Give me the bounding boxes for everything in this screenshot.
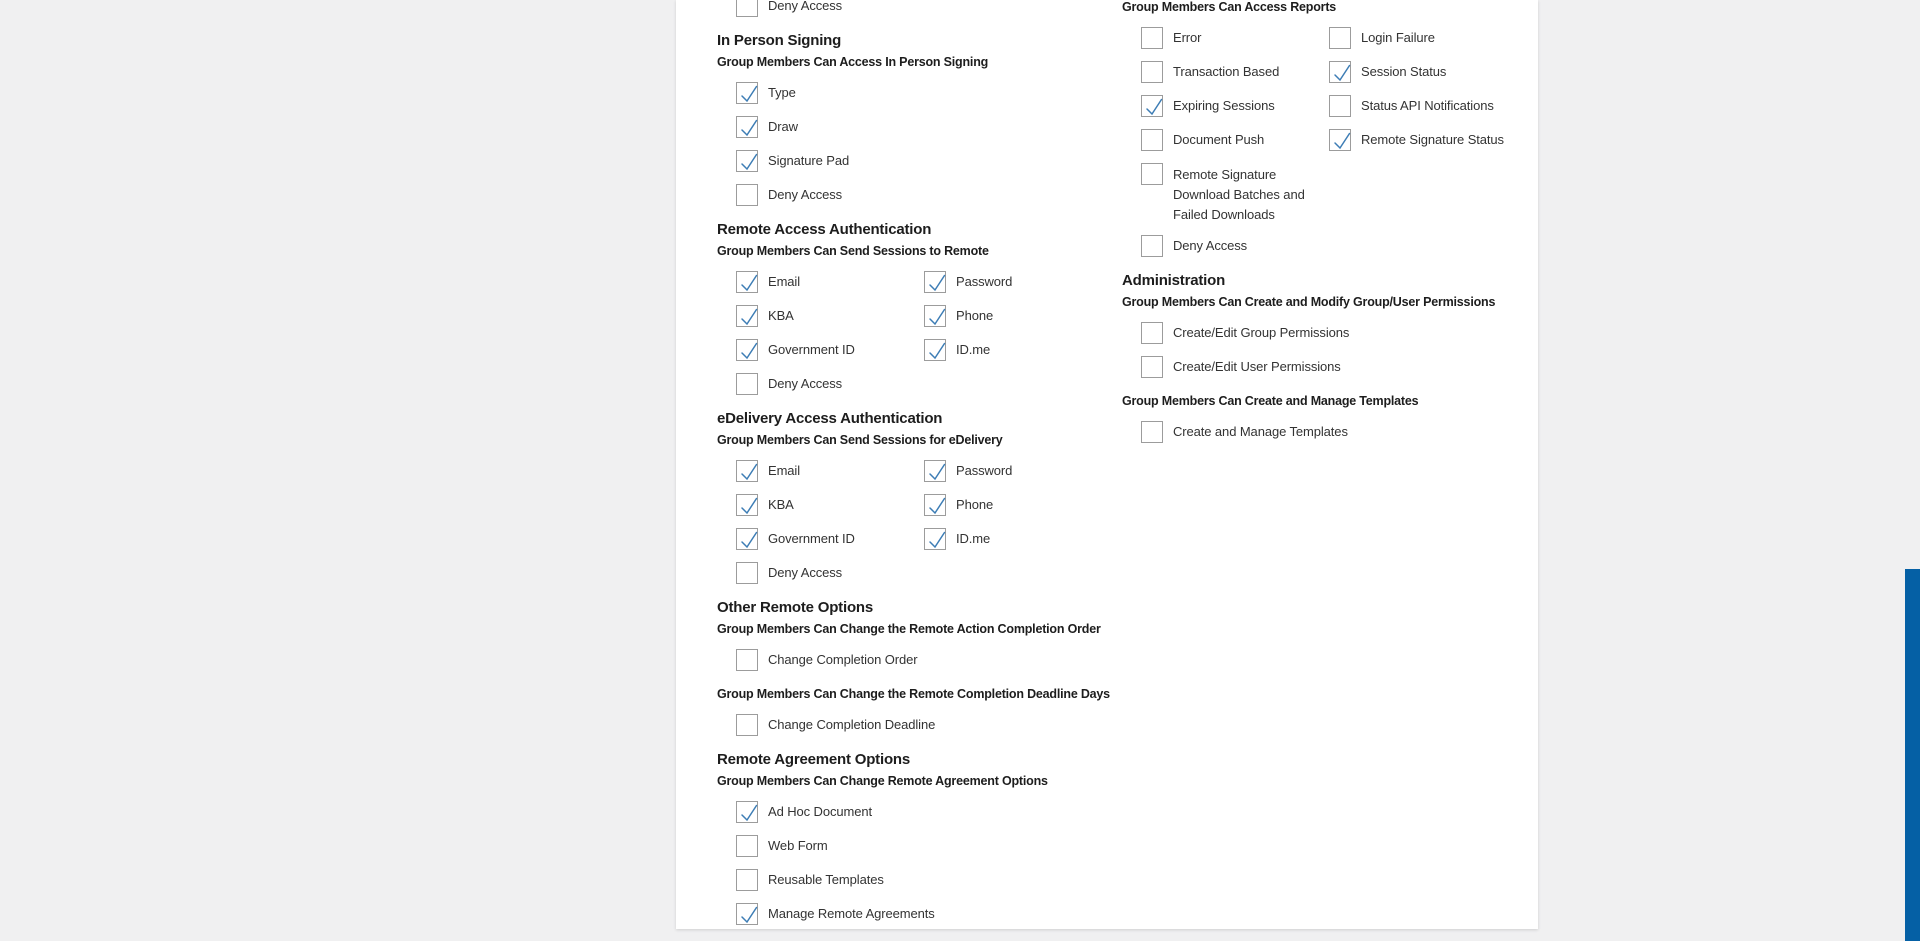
checkbox-label[interactable]: Ad Hoc Document	[768, 804, 872, 819]
subheading: Group Members Can Access Reports	[1122, 0, 1337, 14]
checkbox[interactable]	[1329, 27, 1351, 49]
left-column	[717, 0, 1112, 937]
checkbox-label[interactable]: Create and Manage Templates	[1173, 424, 1348, 439]
checkbox[interactable]	[736, 649, 758, 671]
checkbox[interactable]	[924, 339, 946, 361]
checkbox-row	[736, 649, 1112, 671]
section-heading-remote-access-authentication: Remote Access Authentication	[717, 221, 932, 238]
checkbox[interactable]	[736, 528, 758, 550]
checkbox-row	[736, 903, 1112, 925]
checkbox[interactable]	[1141, 356, 1163, 378]
checkbox-label[interactable]: Reusable Templates	[768, 872, 884, 887]
checkbox-row	[924, 339, 1112, 361]
checkbox-row	[1141, 61, 1329, 83]
checkmark-icon	[926, 340, 948, 364]
checkbox[interactable]	[736, 869, 758, 891]
checkbox[interactable]	[736, 82, 758, 104]
checkmark-icon	[926, 306, 948, 330]
checkbox-row	[736, 305, 924, 327]
checkbox-label[interactable]: Deny Access	[768, 565, 843, 580]
checkbox[interactable]	[1141, 421, 1163, 443]
checkbox[interactable]	[736, 271, 758, 293]
checkmark-icon	[738, 306, 760, 330]
checkbox[interactable]	[736, 305, 758, 327]
checkmark-icon	[738, 495, 760, 519]
checkmark-icon	[738, 529, 760, 553]
subheading: Group Members Can Create and Manage Templates	[1122, 394, 1419, 408]
checkbox-label[interactable]: Document Push	[1173, 132, 1265, 147]
checkbox[interactable]	[736, 116, 758, 138]
checkbox-label[interactable]: Deny Access	[768, 376, 843, 391]
checkbox-label[interactable]: Deny Access	[768, 187, 843, 202]
checkbox-row	[736, 835, 1112, 857]
checkbox[interactable]	[736, 903, 758, 925]
section-heading-edelivery-access-authentication: eDelivery Access Authentication	[717, 410, 943, 427]
checkbox-row	[924, 460, 1112, 482]
checkbox-label[interactable]: Create/Edit Group Permissions	[1173, 325, 1350, 340]
subheading: Group Members Can Send Sessions to Remote	[717, 244, 989, 258]
checkbox[interactable]	[1329, 95, 1351, 117]
checkbox-label[interactable]: Email	[768, 463, 801, 478]
checkbox-label[interactable]: Create/Edit User Permissions	[1173, 359, 1341, 374]
checkbox[interactable]	[1141, 129, 1163, 151]
checkbox-row	[736, 869, 1112, 891]
checkbox-row	[1141, 95, 1329, 117]
checkbox[interactable]	[1329, 61, 1351, 83]
checkbox-label[interactable]: Change Completion Deadline	[768, 717, 936, 732]
checkbox-label[interactable]: Manage Remote Agreements	[768, 906, 935, 921]
checkbox-label[interactable]: Remote Signature Status	[1361, 132, 1504, 147]
checkbox-row	[1141, 27, 1329, 49]
subheading: Group Members Can Change the Remote Completion Deadline Days	[717, 687, 1110, 701]
checkbox-row	[924, 305, 1112, 327]
checkbox-row	[924, 271, 1112, 293]
checkbox[interactable]	[736, 0, 758, 17]
checkbox-row	[736, 271, 924, 293]
checkmark-icon	[738, 461, 760, 485]
checkbox-label[interactable]: Draw	[768, 119, 798, 134]
checkbox-row	[1329, 129, 1538, 151]
checkbox-label[interactable]: Expiring Sessions	[1173, 98, 1275, 113]
checkmark-icon	[1331, 62, 1353, 86]
checkbox[interactable]	[736, 835, 758, 857]
checkbox-row	[1329, 27, 1538, 49]
checkmark-icon	[926, 529, 948, 553]
checkbox-label[interactable]: KBA	[768, 497, 794, 512]
checkbox[interactable]	[736, 714, 758, 736]
checkbox-label[interactable]: Session Status	[1361, 64, 1447, 79]
checkmark-icon	[926, 461, 948, 485]
checkbox-label[interactable]: Web Form	[768, 838, 828, 853]
checkmark-icon	[738, 802, 760, 826]
checkmark-icon	[738, 117, 760, 141]
checkbox-label[interactable]: Status API Notifications	[1361, 98, 1494, 113]
checkbox-row	[1141, 129, 1329, 151]
section-heading-in-person-signing: In Person Signing	[717, 32, 842, 49]
checkbox-label[interactable]: Change Completion Order	[768, 652, 918, 667]
checkbox-label[interactable]: Error	[1173, 30, 1202, 45]
checkbox[interactable]	[1141, 235, 1163, 257]
checkbox-label[interactable]: Phone	[956, 497, 994, 512]
checkbox-row	[736, 373, 1112, 395]
checkbox-label[interactable]: Transaction Based	[1173, 64, 1280, 79]
checkbox-row	[736, 116, 1112, 138]
checkbox-row	[1141, 421, 1538, 443]
checkbox-label[interactable]: Government ID	[768, 342, 855, 357]
subheading: Group Members Can Send Sessions for eDelivery	[717, 433, 1003, 447]
checkbox-label[interactable]: Password	[956, 463, 1013, 478]
checkbox-row	[736, 339, 924, 361]
checkbox-row	[736, 82, 1112, 104]
scrollbar-thumb[interactable]	[1905, 569, 1920, 941]
checkbox[interactable]	[1141, 27, 1163, 49]
subheading: Group Members Can Create and Modify Group/User Permissions	[1122, 295, 1496, 309]
checkmark-icon	[738, 151, 760, 175]
checkbox-label[interactable]: Login Failure	[1361, 30, 1435, 45]
checkbox[interactable]	[1141, 95, 1163, 117]
checkbox-label[interactable]: Signature Pad	[768, 153, 850, 168]
checkbox-label[interactable]: Deny Access	[768, 0, 843, 13]
right-column	[1122, 0, 1538, 455]
checkbox-row	[736, 528, 924, 550]
checkbox-label[interactable]: Remote Signature Download Batches and Failed Downloads	[1173, 167, 1305, 222]
permissions-panel	[676, 0, 1538, 929]
checkbox-row	[924, 528, 1112, 550]
checkbox-label[interactable]: Type	[768, 85, 796, 100]
checkbox[interactable]	[736, 801, 758, 823]
checkbox-row	[736, 494, 924, 516]
checkbox[interactable]	[736, 494, 758, 516]
checkbox[interactable]	[924, 528, 946, 550]
checkbox[interactable]	[1141, 61, 1163, 83]
checkmark-icon	[1331, 130, 1353, 154]
checkbox-row	[736, 714, 1112, 736]
checkbox[interactable]	[736, 150, 758, 172]
checkbox-row	[1329, 95, 1538, 117]
checkbox-row	[924, 494, 1112, 516]
checkbox-label[interactable]: ID.me	[956, 531, 991, 546]
checkbox[interactable]	[924, 494, 946, 516]
checkbox-row	[1141, 356, 1538, 378]
checkmark-icon	[738, 904, 760, 928]
checkbox-label[interactable]: Phone	[956, 308, 994, 323]
checkbox-row	[736, 562, 1112, 584]
checkbox-label[interactable]: ID.me	[956, 342, 991, 357]
checkbox-row	[736, 460, 924, 482]
checkmark-icon	[926, 272, 948, 296]
checkbox[interactable]	[736, 339, 758, 361]
checkbox-row	[1141, 322, 1538, 344]
checkbox[interactable]	[736, 460, 758, 482]
checkbox-row	[736, 150, 1112, 172]
checkmark-icon	[1143, 96, 1165, 120]
checkbox-label[interactable]: KBA	[768, 308, 794, 323]
checkmark-icon	[738, 340, 760, 364]
checkbox-row	[1141, 163, 1538, 225]
checkbox-row	[1141, 235, 1538, 257]
checkbox-label[interactable]: Deny Access	[1173, 238, 1248, 253]
checkbox[interactable]	[1329, 129, 1351, 151]
subheading: Group Members Can Access In Person Signing	[717, 55, 989, 69]
checkmark-icon	[738, 272, 760, 296]
section-heading-other-remote-options: Other Remote Options	[717, 599, 874, 616]
checkbox[interactable]	[736, 562, 758, 584]
subheading: Group Members Can Change Remote Agreement Options	[717, 774, 1048, 788]
checkbox-label[interactable]: Password	[956, 274, 1013, 289]
section-heading-remote-agreement-options: Remote Agreement Options	[717, 751, 911, 768]
checkbox[interactable]	[924, 305, 946, 327]
checkbox-label[interactable]: Government ID	[768, 531, 855, 546]
checkbox[interactable]	[924, 460, 946, 482]
checkbox[interactable]	[924, 271, 946, 293]
checkbox[interactable]	[1141, 163, 1163, 185]
checkbox-row	[736, 0, 1112, 17]
checkbox[interactable]	[736, 373, 758, 395]
checkmark-icon	[738, 83, 760, 107]
checkbox[interactable]	[1141, 322, 1163, 344]
subheading: Group Members Can Change the Remote Action Completion Order	[717, 622, 1101, 636]
section-heading-administration: Administration	[1122, 272, 1226, 289]
checkbox-label[interactable]: Email	[768, 274, 801, 289]
checkbox-row	[1329, 61, 1538, 83]
checkbox-row	[736, 801, 1112, 823]
checkbox[interactable]	[736, 184, 758, 206]
checkbox-row	[736, 184, 1112, 206]
checkmark-icon	[926, 495, 948, 519]
